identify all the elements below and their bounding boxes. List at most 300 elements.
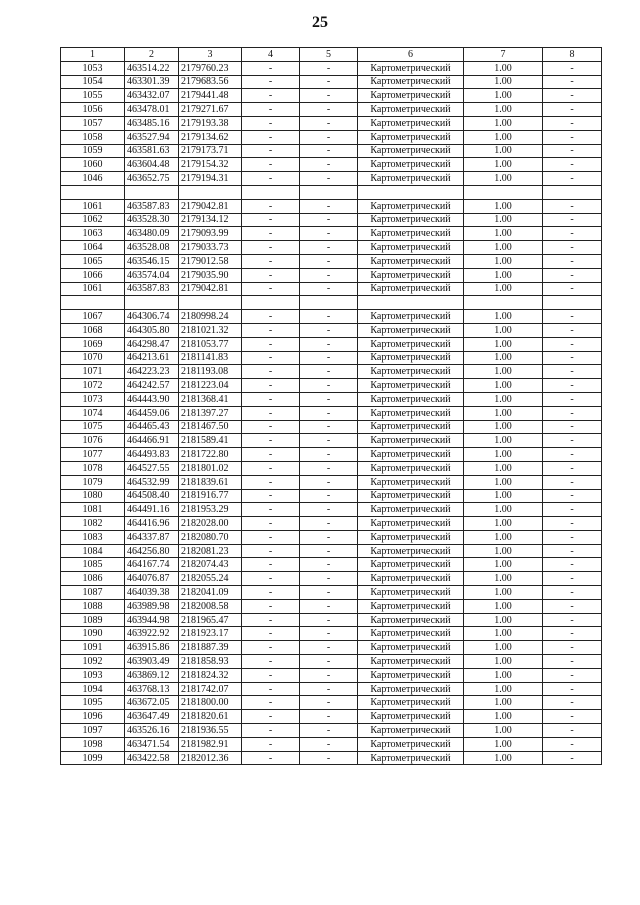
table-cell: -	[300, 530, 358, 544]
table-cell: -	[300, 544, 358, 558]
table-cell: -	[300, 89, 358, 103]
table-cell: 1070	[61, 351, 125, 365]
table-cell: 2179194.31	[179, 172, 242, 186]
table-cell: 1.00	[464, 406, 543, 420]
table-cell: 1.00	[464, 724, 543, 738]
table-cell: 1.00	[464, 158, 543, 172]
table-cell: 463581.63	[125, 144, 179, 158]
table-cell: 464459.06	[125, 406, 179, 420]
table-cell: 1084	[61, 544, 125, 558]
table-header-row	[61, 48, 602, 62]
table-cell: Картометрический	[358, 737, 464, 751]
table-cell: Картометрический	[358, 75, 464, 89]
table-cell: -	[242, 268, 300, 282]
table-cell: 1065	[61, 254, 125, 268]
table-cell: -	[242, 461, 300, 475]
table-cell: 2179441.48	[179, 89, 242, 103]
table-cell: 1086	[61, 572, 125, 586]
table-cell: 1085	[61, 558, 125, 572]
table-cell	[125, 185, 179, 199]
table-cell: -	[543, 558, 602, 572]
table-cell: 1063	[61, 227, 125, 241]
table-cell: 1.00	[464, 696, 543, 710]
table-cell: 463768.13	[125, 682, 179, 696]
table-cell: -	[543, 268, 602, 282]
table-cell: -	[543, 641, 602, 655]
table-row	[61, 586, 602, 600]
table-cell: 1.00	[464, 199, 543, 213]
table-cell: Картометрический	[358, 668, 464, 682]
table-row	[61, 737, 602, 751]
table-cell: 463301.39	[125, 75, 179, 89]
table-cell: 2181368.41	[179, 392, 242, 406]
table-cell: -	[300, 227, 358, 241]
table-cell: -	[242, 682, 300, 696]
table-cell: 1.00	[464, 379, 543, 393]
table-cell: -	[242, 75, 300, 89]
table-cell: -	[543, 61, 602, 75]
table-row	[61, 130, 602, 144]
table-cell	[300, 296, 358, 310]
table-row	[61, 365, 602, 379]
table-cell: 1087	[61, 586, 125, 600]
table-cell: -	[300, 641, 358, 655]
table-cell: -	[242, 158, 300, 172]
table-cell: -	[242, 282, 300, 296]
table-cell: -	[300, 337, 358, 351]
table-cell: -	[543, 586, 602, 600]
table-cell	[61, 296, 125, 310]
table-cell: -	[300, 392, 358, 406]
table-cell: -	[543, 751, 602, 765]
table-cell: 2181397.27	[179, 406, 242, 420]
table-cell: -	[242, 613, 300, 627]
table-cell: Картометрический	[358, 365, 464, 379]
table-cell: 1.00	[464, 530, 543, 544]
table-cell: 1074	[61, 406, 125, 420]
table-cell: -	[300, 406, 358, 420]
table-cell: 2181824.32	[179, 668, 242, 682]
table-cell: -	[242, 351, 300, 365]
table-cell: 1055	[61, 89, 125, 103]
table-cell: 2181887.39	[179, 641, 242, 655]
table-cell: -	[543, 227, 602, 241]
table-cell: 463432.07	[125, 89, 179, 103]
table-cell	[543, 296, 602, 310]
table-cell: Картометрический	[358, 61, 464, 75]
table-cell: -	[242, 751, 300, 765]
table-cell: -	[300, 199, 358, 213]
table-separator-row	[61, 296, 602, 310]
table-cell: 2179093.99	[179, 227, 242, 241]
table-cell: 464508.40	[125, 489, 179, 503]
table-cell: -	[543, 130, 602, 144]
table-cell: 2181839.61	[179, 475, 242, 489]
table-cell: Картометрический	[358, 641, 464, 655]
table-row	[61, 199, 602, 213]
table-cell: 1094	[61, 682, 125, 696]
table-cell: 1061	[61, 282, 125, 296]
table-cell: -	[242, 627, 300, 641]
column-header: 8	[543, 48, 602, 62]
table-row	[61, 61, 602, 75]
table-row	[61, 489, 602, 503]
table-cell	[358, 185, 464, 199]
table-cell: -	[300, 668, 358, 682]
table-cell: 2179193.38	[179, 116, 242, 130]
table-cell: 2181021.32	[179, 323, 242, 337]
table-cell: -	[543, 599, 602, 613]
table-row	[61, 116, 602, 130]
table-row	[61, 517, 602, 531]
table-cell: 2181858.93	[179, 655, 242, 669]
table-cell: 2182041.09	[179, 586, 242, 600]
table-cell: Картометрический	[358, 392, 464, 406]
table-cell: -	[242, 530, 300, 544]
table-row	[61, 227, 602, 241]
table-cell: 463574.04	[125, 268, 179, 282]
table-cell: 1.00	[464, 351, 543, 365]
table-cell: Картометрический	[358, 751, 464, 765]
table-cell: 1.00	[464, 737, 543, 751]
table-cell: -	[300, 282, 358, 296]
table-cell: -	[300, 379, 358, 393]
table-cell: Картометрический	[358, 337, 464, 351]
table-cell: 1067	[61, 310, 125, 324]
table-cell: -	[242, 89, 300, 103]
table-cell: Картометрический	[358, 627, 464, 641]
table-cell: 1099	[61, 751, 125, 765]
table-cell: 1092	[61, 655, 125, 669]
table-cell: -	[242, 213, 300, 227]
table-cell: 1.00	[464, 89, 543, 103]
table-cell: -	[543, 489, 602, 503]
table-cell: -	[543, 392, 602, 406]
coordinates-table	[60, 47, 602, 765]
table-cell: -	[300, 103, 358, 117]
table-cell: 2179271.67	[179, 103, 242, 117]
table-cell: 1089	[61, 613, 125, 627]
table-cell: -	[543, 503, 602, 517]
table-cell	[61, 185, 125, 199]
table-cell: 463528.30	[125, 213, 179, 227]
table-cell: 464223.23	[125, 365, 179, 379]
table-cell: 2182028.00	[179, 517, 242, 531]
table-cell: -	[300, 613, 358, 627]
table-cell: Картометрический	[358, 89, 464, 103]
table-cell: -	[543, 213, 602, 227]
table-cell: 1095	[61, 696, 125, 710]
table-cell: 1.00	[464, 61, 543, 75]
table-cell: 1.00	[464, 254, 543, 268]
table-cell: 2182055.24	[179, 572, 242, 586]
table-cell: 464256.80	[125, 544, 179, 558]
table-cell: 1.00	[464, 641, 543, 655]
table-cell: -	[300, 268, 358, 282]
table-cell: 464298.47	[125, 337, 179, 351]
table-cell: 1.00	[464, 227, 543, 241]
table-cell: 1053	[61, 61, 125, 75]
table-cell: 464306.74	[125, 310, 179, 324]
table-row	[61, 558, 602, 572]
table-cell: -	[543, 89, 602, 103]
table-cell: -	[543, 572, 602, 586]
table-cell: 1079	[61, 475, 125, 489]
table-cell: 1071	[61, 365, 125, 379]
table-cell: 2179033.73	[179, 241, 242, 255]
table-cell: -	[242, 130, 300, 144]
table-cell: 1061	[61, 199, 125, 213]
page-number: 25	[312, 14, 328, 31]
table-cell: -	[300, 144, 358, 158]
table-cell: -	[300, 503, 358, 517]
table-cell: Картометрический	[358, 586, 464, 600]
table-cell: 1.00	[464, 116, 543, 130]
table-cell: 2182080.70	[179, 530, 242, 544]
table-cell: Картометрический	[358, 379, 464, 393]
table-row	[61, 751, 602, 765]
table-cell: -	[300, 751, 358, 765]
table-cell: -	[242, 558, 300, 572]
table-cell: -	[242, 61, 300, 75]
table-row	[61, 144, 602, 158]
table-cell	[300, 185, 358, 199]
table-cell: 2181141.83	[179, 351, 242, 365]
table-cell: 2181589.41	[179, 434, 242, 448]
table-cell: -	[242, 641, 300, 655]
table-cell: 2179042.81	[179, 199, 242, 213]
table-cell: Картометрический	[358, 158, 464, 172]
table-cell: -	[242, 337, 300, 351]
table-cell: 1.00	[464, 213, 543, 227]
table-cell: 1058	[61, 130, 125, 144]
table-cell: 2182012.36	[179, 751, 242, 765]
table-cell: -	[543, 613, 602, 627]
table-cell: 2181742.07	[179, 682, 242, 696]
table-cell: -	[242, 406, 300, 420]
table-cell: 1.00	[464, 475, 543, 489]
table-cell: -	[300, 572, 358, 586]
table-cell: -	[242, 710, 300, 724]
table-cell: 463528.08	[125, 241, 179, 255]
table-cell: 2181953.29	[179, 503, 242, 517]
table-cell: 1.00	[464, 710, 543, 724]
table-cell: -	[543, 517, 602, 531]
table-row	[61, 627, 602, 641]
table-cell: 1093	[61, 668, 125, 682]
table-cell: 1.00	[464, 172, 543, 186]
table-row	[61, 434, 602, 448]
table-cell: 1.00	[464, 144, 543, 158]
table-cell: Картометрический	[358, 682, 464, 696]
table-cell: -	[543, 710, 602, 724]
table-cell: 2181801.02	[179, 461, 242, 475]
table-cell: 1077	[61, 448, 125, 462]
table-cell: -	[543, 627, 602, 641]
table-cell: 2181193.08	[179, 365, 242, 379]
table-cell: 463604.48	[125, 158, 179, 172]
table-cell: -	[300, 448, 358, 462]
table-cell: -	[543, 254, 602, 268]
table-cell: 463485.16	[125, 116, 179, 130]
table-cell: 1091	[61, 641, 125, 655]
table-row	[61, 544, 602, 558]
table-row	[61, 172, 602, 186]
table-cell: 2181820.61	[179, 710, 242, 724]
table-cell: -	[300, 627, 358, 641]
table-cell: -	[300, 61, 358, 75]
table-cell: 1.00	[464, 489, 543, 503]
table-cell: -	[242, 448, 300, 462]
table-cell: Картометрический	[358, 489, 464, 503]
table-cell: -	[300, 710, 358, 724]
table-cell: -	[300, 254, 358, 268]
table-cell: 1.00	[464, 751, 543, 765]
table-cell: 2179173.71	[179, 144, 242, 158]
table-cell: -	[242, 724, 300, 738]
table-row	[61, 475, 602, 489]
table-row	[61, 613, 602, 627]
table-cell: 1.00	[464, 655, 543, 669]
table-row	[61, 572, 602, 586]
table-cell: 1.00	[464, 282, 543, 296]
table-cell: -	[300, 682, 358, 696]
table-cell: -	[242, 655, 300, 669]
table-cell: 1046	[61, 172, 125, 186]
table-cell: -	[543, 682, 602, 696]
table-cell: Картометрический	[358, 599, 464, 613]
table-cell: 2179134.62	[179, 130, 242, 144]
table-cell: 1054	[61, 75, 125, 89]
table-row	[61, 392, 602, 406]
table-row	[61, 337, 602, 351]
table-cell: 463989.98	[125, 599, 179, 613]
table-cell: 1.00	[464, 75, 543, 89]
column-header: 6	[358, 48, 464, 62]
table-cell: 1.00	[464, 420, 543, 434]
table-row	[61, 682, 602, 696]
table-cell: 463480.09	[125, 227, 179, 241]
table-row	[61, 530, 602, 544]
table-cell: 463526.16	[125, 724, 179, 738]
table-cell: 2181923.17	[179, 627, 242, 641]
table-cell: Картометрический	[358, 696, 464, 710]
table-cell: -	[242, 103, 300, 117]
table-cell: 1.00	[464, 558, 543, 572]
table-cell: 1066	[61, 268, 125, 282]
table-cell: 1097	[61, 724, 125, 738]
table-cell: 1098	[61, 737, 125, 751]
table-cell: 464443.90	[125, 392, 179, 406]
table-cell: 463922.92	[125, 627, 179, 641]
table-cell: 2181916.77	[179, 489, 242, 503]
table-cell	[179, 185, 242, 199]
table-cell: 464491.16	[125, 503, 179, 517]
table-cell	[358, 296, 464, 310]
table-row	[61, 351, 602, 365]
table-cell: -	[543, 406, 602, 420]
table-cell: 1.00	[464, 130, 543, 144]
table-cell: 1.00	[464, 310, 543, 324]
table-cell: 463527.94	[125, 130, 179, 144]
table-row	[61, 323, 602, 337]
table-cell: 463546.15	[125, 254, 179, 268]
table-cell: Картометрический	[358, 655, 464, 669]
table-cell: -	[242, 323, 300, 337]
table-cell: Картометрический	[358, 710, 464, 724]
table-cell: 463672.05	[125, 696, 179, 710]
column-header: 4	[242, 48, 300, 62]
table-cell	[242, 185, 300, 199]
table-cell: -	[242, 737, 300, 751]
table-cell: 2181936.55	[179, 724, 242, 738]
table-cell: 463915.86	[125, 641, 179, 655]
table-cell: -	[242, 503, 300, 517]
table-cell: 1.00	[464, 103, 543, 117]
table-cell: 2179154.32	[179, 158, 242, 172]
table-cell: 1.00	[464, 599, 543, 613]
table-cell: 2181800.00	[179, 696, 242, 710]
table-cell: 464305.80	[125, 323, 179, 337]
table-cell: -	[543, 199, 602, 213]
table-cell: Картометрический	[358, 475, 464, 489]
table-row	[61, 158, 602, 172]
table-cell: 1090	[61, 627, 125, 641]
table-cell: -	[300, 158, 358, 172]
table-cell: 463944.98	[125, 613, 179, 627]
table-cell: 2179683.56	[179, 75, 242, 89]
table-cell: 1.00	[464, 241, 543, 255]
table-row	[61, 641, 602, 655]
table-cell: -	[300, 475, 358, 489]
table-cell: 2182008.58	[179, 599, 242, 613]
table-cell: -	[242, 696, 300, 710]
table-cell: -	[300, 586, 358, 600]
table-cell: 1.00	[464, 613, 543, 627]
table-cell: 1.00	[464, 544, 543, 558]
table-cell: 463903.49	[125, 655, 179, 669]
table-cell: -	[543, 724, 602, 738]
table-cell: -	[300, 351, 358, 365]
table-cell: -	[543, 420, 602, 434]
table-cell: -	[543, 737, 602, 751]
table-row	[61, 241, 602, 255]
table-cell: -	[242, 241, 300, 255]
table-cell: -	[300, 461, 358, 475]
table-row	[61, 254, 602, 268]
table-cell: -	[300, 241, 358, 255]
table-cell: -	[543, 544, 602, 558]
table-cell: Картометрический	[358, 461, 464, 475]
table-row	[61, 599, 602, 613]
table-cell: -	[300, 737, 358, 751]
table-cell: -	[242, 254, 300, 268]
table-cell: -	[543, 323, 602, 337]
table-cell: -	[300, 724, 358, 738]
table-cell	[242, 296, 300, 310]
table-cell: Картометрический	[358, 268, 464, 282]
table-cell: 1.00	[464, 627, 543, 641]
table-cell: -	[300, 213, 358, 227]
table-cell: 1.00	[464, 668, 543, 682]
table-cell: -	[543, 116, 602, 130]
table-row	[61, 89, 602, 103]
table-cell: -	[543, 365, 602, 379]
table-cell: -	[300, 599, 358, 613]
table-row	[61, 268, 602, 282]
table-cell: 1.00	[464, 448, 543, 462]
table-cell: 1.00	[464, 268, 543, 282]
